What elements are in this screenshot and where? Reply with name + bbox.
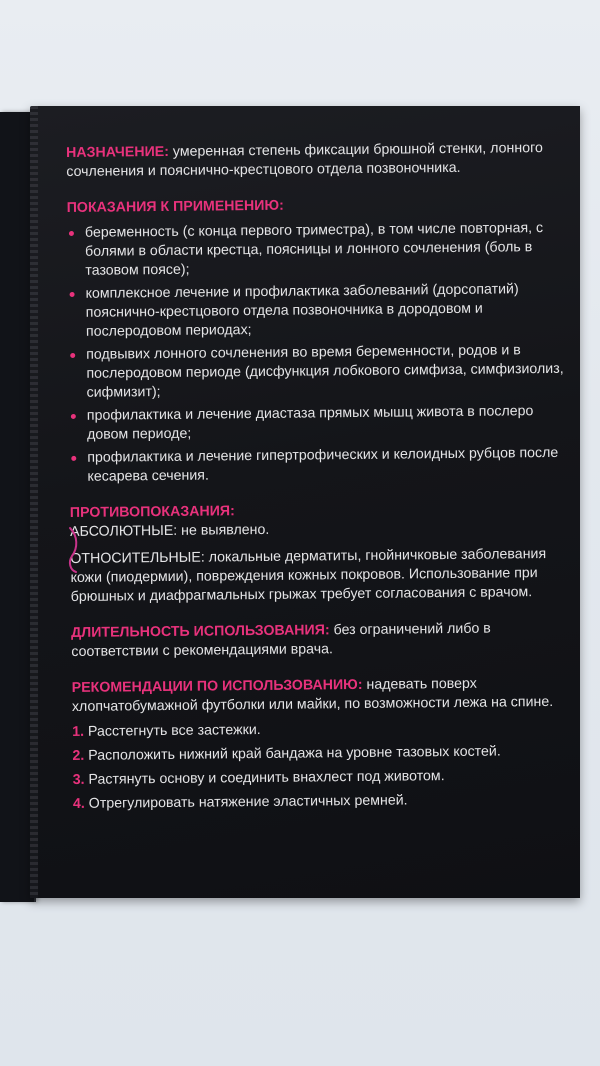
indications-section [67,194,570,487]
duration-paragraph [71,619,571,662]
purpose-paragraph [66,139,566,182]
list-item-text: беременность (с конца первого триместра), в том числе повторная, с болями в области крестца, поясницы и лонного сочленения (боль в тазовом поясе); [84,220,544,279]
recommendations-section [72,674,573,814]
duration-heading: ДЛИТЕЛЬНОСТЬ ИСПОЛЬЗОВАНИЯ: [71,622,330,641]
step-number: 2. [72,747,85,764]
list-item-text: подвывих лонного сочленения во время беременности, родов и в послеродовом периоде (дисфункция лобкового симфиза, симфизиолиз, сифмизит); [86,342,564,401]
step-number: 4. [72,795,85,812]
list-item [69,444,569,487]
step-number: 3. [72,771,85,788]
step-item [72,742,572,766]
recommendations-heading: РЕКОМЕНДАЦИИ ПО ИСПОЛЬЗОВАНИЮ: [71,676,363,696]
bullet-icon [70,292,75,297]
page-content [66,139,573,831]
contraindications-section [70,499,571,607]
bullet-icon [71,456,76,461]
contraindications-heading: ПРОТИВОПОКАЗАНИЯ: [69,503,235,521]
list-item [69,402,569,445]
step-item [73,766,573,790]
step-text: Расстегнуть все застежки. [87,721,261,740]
step-text: Отрегулировать натяжение эластичных ремней. [88,792,408,812]
duration-section [71,619,571,662]
list-item [67,219,568,281]
steps-list [72,718,573,814]
indications-list [67,219,570,487]
bullet-icon [71,414,76,419]
instruction-booklet-page [30,106,580,898]
list-item-text: профилактика и лечение гипертрофических и келоидных рубцов после кесарева сечения. [87,444,559,485]
purpose-heading: НАЗНАЧЕНИЕ: [66,143,170,161]
list-item-text: профилактика и лечение диастаза прямых мышц живота в послеро довом периоде; [86,403,534,443]
step-item [73,790,573,814]
duration-text: без ограничений либо в соответствии с рекомендациями врача. [71,620,491,660]
step-text: Растянуть основу и соединить внахлест под животом. [88,768,445,788]
purpose-section [66,139,566,182]
indications-heading: ПОКАЗАНИЯ К ПРИМЕНЕНИЮ: [66,197,284,216]
pen-mark-icon [64,526,84,576]
list-item [67,280,568,342]
recommendations-text: надевать поверх хлопчатобумажной футболки или майки, по возможности лежа на спине. [71,675,554,715]
step-text: Расположить нижний край бандажа на уровне тазовых костей. [88,743,501,764]
bullet-icon [70,353,75,358]
contraindications-absolute: АБСОЛЮТНЫЕ: не выявлено. [69,521,270,540]
booklet-spine [30,106,38,898]
contraindications-relative: ОТНОСИТЕЛЬНЫЕ: локальные дерматиты, гнойничковые заболевания кожи (пиодермии), повреждения кожных покровов. Использование при брюшных и диафрагмальных грыжах требует согласования с врачом. [70,545,547,605]
step-number: 1. [72,723,85,740]
step-item [72,718,572,742]
list-item [68,341,569,403]
list-item-text: комплексное лечение и профилактика заболеваний (дорсопатий) пояснично-крестцового отдела позвоночника в дородовом и послеродовом периодах; [85,281,519,340]
recommendations-paragraph [72,674,572,717]
bullet-icon [69,231,74,236]
purpose-text: умеренная степень фиксации брюшной стенки, лонного сочленения и пояснично-крестцового отдела позвоночника. [66,140,543,180]
